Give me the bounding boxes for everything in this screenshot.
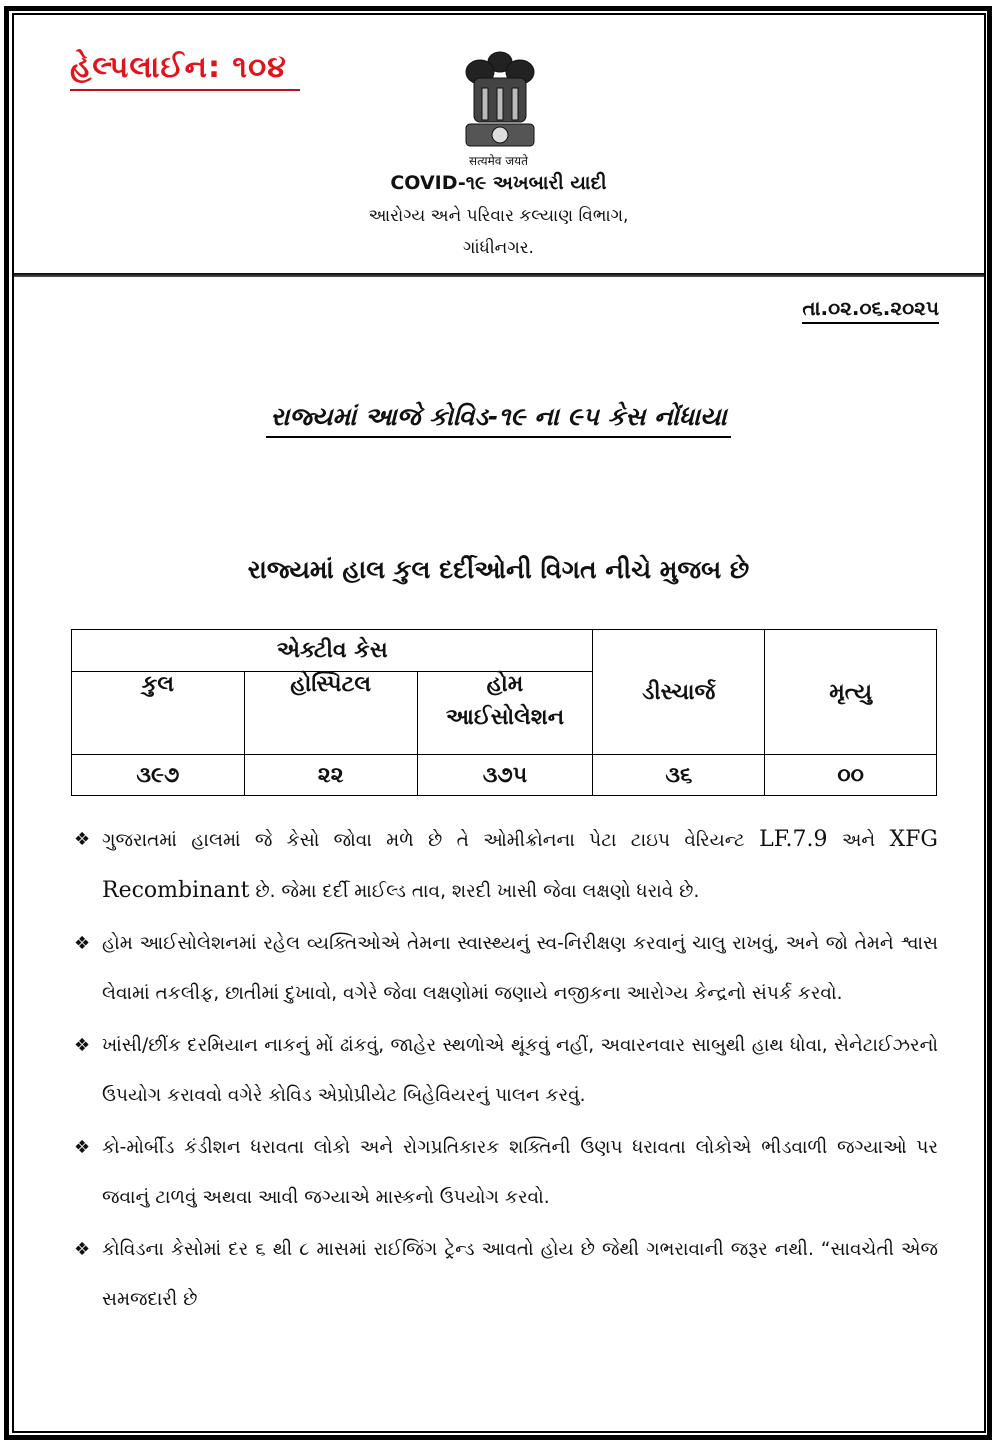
home-isolation-header bbox=[417, 672, 593, 755]
national-emblem-icon bbox=[452, 48, 548, 152]
headline-text: રાજ્યમાં આજે કોવિડ-૧૯ ના ૯૫ કેસ નોંધાયા bbox=[266, 402, 730, 438]
bullet-text: અને bbox=[827, 830, 890, 851]
hospital-value: ૨૨ bbox=[244, 755, 417, 796]
header-divider bbox=[14, 273, 984, 277]
press-release-title: COVID-૧૯ અખબારી યાદી bbox=[390, 172, 607, 194]
variant-name: XFG Recombinant bbox=[102, 827, 939, 903]
bullet-text: કો-મોર્બીડ કંડીશન ધરાવતા લોકો અને રોગપ્રતિકારક શક્તિની ઉણપ ધરાવતા લોકોએ ભીડવાળી જગ્યાઓ પર જવાનું ટાળવું અથવા આવી જગ્યાએ માસ્કનો ઉપયોગ કરવો. bbox=[102, 1137, 938, 1208]
list-item bbox=[72, 919, 938, 1019]
city-name: ગાંધીનગર. bbox=[463, 238, 534, 258]
list-item bbox=[72, 1021, 938, 1121]
table-row bbox=[72, 755, 937, 796]
diamond-bullet-icon: ❖ bbox=[74, 1137, 91, 1158]
hospital-header: હોસ્પિટલ bbox=[244, 672, 417, 755]
advisory-list bbox=[72, 815, 938, 1327]
bullet-text: છે. જેમા દર્દી માઈલ્ડ તાવ, શરદી ખાસી જેવા લક્ષણો ધરાવે છે. bbox=[249, 881, 700, 902]
diamond-bullet-icon: ❖ bbox=[74, 829, 91, 850]
diamond-bullet-icon: ❖ bbox=[74, 1035, 91, 1056]
bullet-text: હોમ આઈસોલેશનમાં રહેલ વ્યક્તિઓએ તેમના સ્વાસ્થ્યનું સ્વ-નિરીક્ષણ કરવાનું ચાલુ રાખવું, અને જો તેમને શ્વાસ લેવામાં તકલીફ, છાતીમાં દુખાવો, વગેરે જેવા લક્ષણોમાં જણાયે નજીકના આરોગ્ય કેન્દ્રનો સંપર્ક કરવો. bbox=[102, 933, 938, 1004]
home-isolation-value: ૩૭૫ bbox=[417, 755, 593, 796]
total-header: કુલ bbox=[72, 672, 245, 755]
total-value: ૩૯૭ bbox=[72, 755, 245, 796]
bullet-text: કોવિડના કેસોમાં દર ૬ થી ૮ માસમાં રાઈજિંગ ટ્રેન્ડ આવતો હોય છે જેથી ગભરાવાની જરૂર નથી. “સાવચેતી એજ સમજદારી છે bbox=[102, 1239, 938, 1310]
table-header-row bbox=[72, 630, 937, 672]
list-item bbox=[72, 1225, 938, 1325]
list-item bbox=[72, 815, 938, 917]
headline bbox=[0, 402, 997, 438]
subheading: રાજ્યમાં હાલ કુલ દર્દીઓની વિગત નીચે મુજબ છે bbox=[247, 555, 750, 584]
discharge-value: ૩૬ bbox=[593, 755, 765, 796]
release-date: તા.૦૨.૦૬.૨૦૨૫ bbox=[802, 296, 939, 324]
home-isolation-header-line1: હોમ bbox=[486, 672, 524, 697]
death-value: ૦૦ bbox=[765, 755, 937, 796]
variant-name: LF.7.9 bbox=[759, 827, 828, 852]
active-cases-header: એક્ટીવ કેસ bbox=[72, 630, 593, 672]
list-item bbox=[72, 1123, 938, 1223]
home-isolation-header-line2: આઈસોલેશન bbox=[445, 705, 565, 730]
diamond-bullet-icon: ❖ bbox=[74, 933, 91, 954]
bullet-text: ખાંસી/છીંક દરમિયાન નાકનું મોં ઢાંકવું, જાહેર સ્થળોએ થૂંકવું નહીં, અવારનવાર સાબુથી હાથ ધોવા, સેનેટાઈઝરનો ઉપયોગ કરાવવો વગેરે કોવિડ એપ્રોપ્રીયેટ બિહેવિયરનું પાલન કરવું. bbox=[102, 1035, 938, 1106]
department-name: આરોગ્ય અને પરિવાર કલ્યાણ વિભાગ, bbox=[368, 206, 629, 226]
diamond-bullet-icon: ❖ bbox=[74, 1239, 91, 1260]
helpline-number: હેલ્પલાઈન: ૧૦૪ bbox=[70, 50, 300, 91]
discharge-header: ડીસ્ચાર્જ bbox=[593, 630, 765, 755]
patient-stats-table bbox=[71, 629, 937, 796]
emblem-motto: सत्यमेव जयते bbox=[469, 154, 528, 168]
death-header: મૃત્યુ bbox=[765, 630, 937, 755]
bullet-text: ગુજરાતમાં હાલમાં જે કેસો જોવા મળે છે તે ઓમીક્રોનના પેટા ટાઇપ વેરિયન્ટ bbox=[102, 830, 760, 851]
